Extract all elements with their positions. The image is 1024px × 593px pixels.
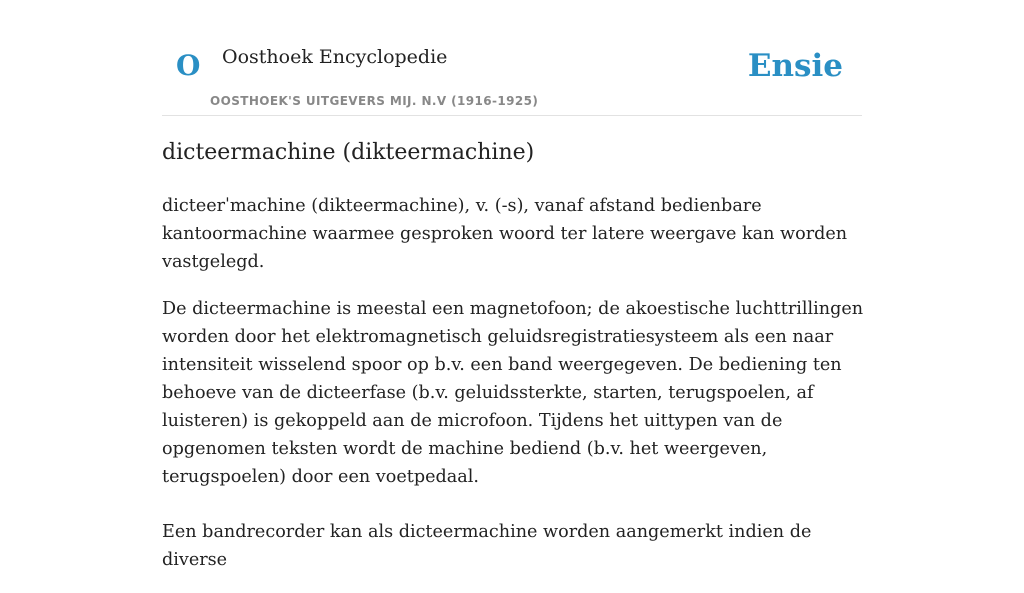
article-paragraph-description: De dicteermachine is meestal een magnetofoon; de akoestische luchttrillingen worden door het elektromagnetisch geluidsregistratiesysteem als een naar intensiteit wisselend spoor op b.v. een band weergegeven. De bediening ten behoeve van de dicteerfase (b.v. geluidssterkte, starten, terugspoelen, af luisteren) is gekoppeld aan de microfoon. Tijdens het uittypen van de opgenomen teksten wordt de machine bediend (b.v. het weergeven, terugspoelen) door een voetpedaal. <box>162 299 864 487</box>
article-paragraph-continued: Een bandrecorder kan als dicteermachine worden aangemerkt indien de diverse <box>162 522 812 570</box>
logo-icon[interactable]: O <box>176 49 201 82</box>
site-title-link[interactable]: Oosthoek Encyclopedie <box>222 46 448 68</box>
article-title: dicteermachine (dikteermachine) <box>162 140 535 165</box>
publisher-subtitle: OOSTHOEK'S UITGEVERS MIJ. N.V (1916-1925) <box>210 94 539 108</box>
article-paragraph-definition: dicteerˈmachine (dikteermachine), v. (-s), vanaf afstand bedienbare kantoormachine waarmee gesproken woord ter latere weergave kan worden vastgelegd. <box>162 196 848 272</box>
site-header <box>162 0 862 116</box>
ensie-brand-logo[interactable]: Ensie <box>747 48 843 84</box>
article-body <box>162 192 864 593</box>
page-container <box>162 0 864 570</box>
